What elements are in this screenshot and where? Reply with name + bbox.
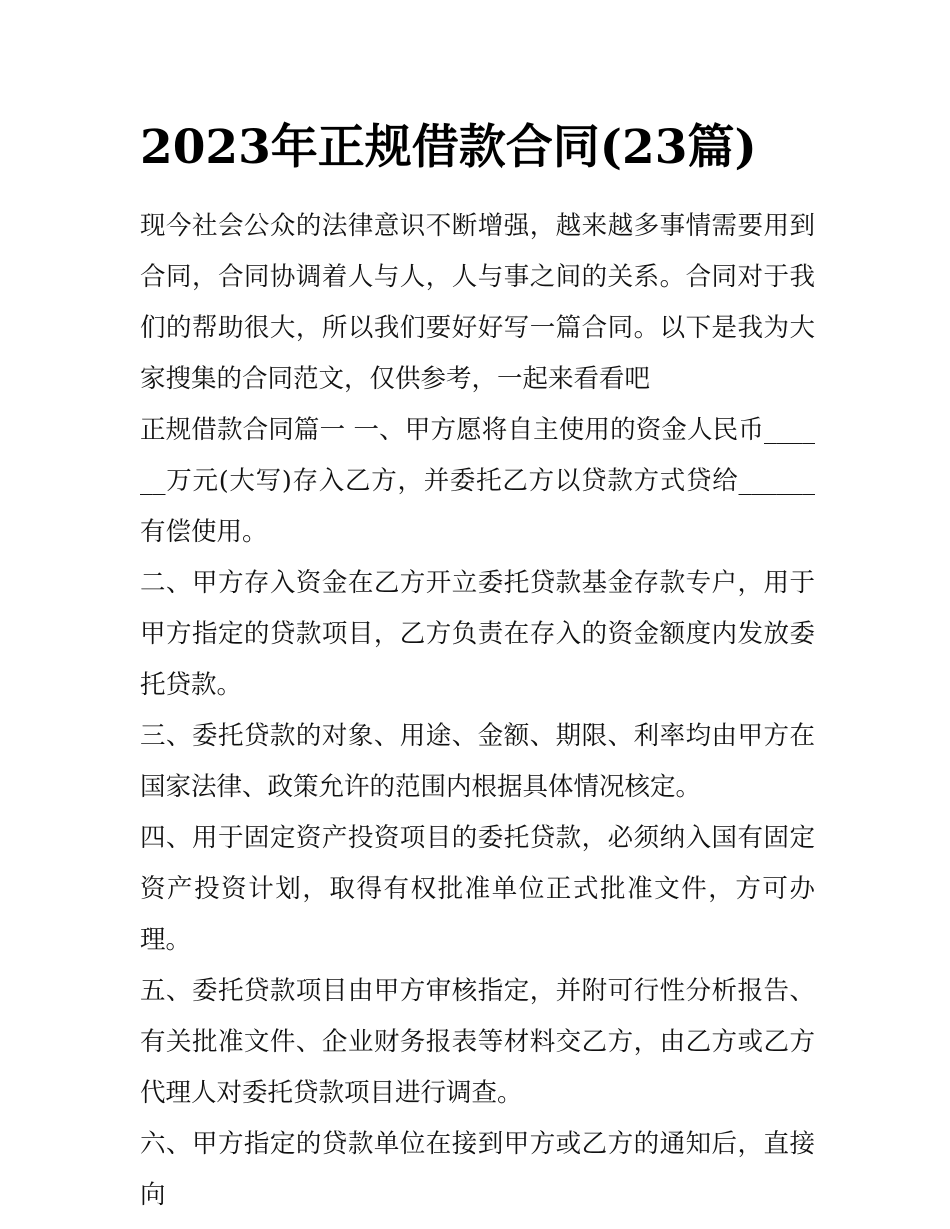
document-title: 2023年正规借款合同(23篇): [140, 120, 757, 175]
clause-2-paragraph: 二、甲方存入资金在乙方开立委托贷款基金存款专户，用于甲方指定的贷款项目，乙方负责在存入的资金额度内发放委托贷款。: [140, 568, 815, 700]
document-body: [140, 201, 815, 1221]
intro-paragraph: 现今社会公众的法律意识不断增强，越来越多事情需要用到合同，合同协调着人与人，人与事之间的关系。合同对于我们的帮助很大，所以我们要好好写一篇合同。以下是我为大家搜集的合同范文，仅供参考，一起来看看吧: [140, 211, 815, 394]
clause-5-paragraph: 五、委托贷款项目由甲方审核指定，并附可行性分析报告、有关批准文件、企业财务报表等材料交乙方，由乙方或乙方代理人对委托贷款项目进行调查。: [140, 976, 815, 1108]
clause-4-paragraph: 四、用于固定资产投资项目的委托贷款，必须纳入国有固定资产投资计划，取得有权批准单位正式批准文件，方可办理。: [140, 823, 815, 955]
clause-3-paragraph: 三、委托贷款的对象、用途、金额、期限、利率均由甲方在国家法律、政策允许的范围内根据具体情况核定。: [140, 721, 815, 802]
clause-6-paragraph: 六、甲方指定的贷款单位在接到甲方或乙方的通知后，直接向: [140, 1129, 815, 1210]
clause-1-paragraph: 正规借款合同篇一 一、甲方愿将自主使用的资金人民币______万元(大写)存入乙方，并委托乙方以贷款方式贷给______有偿使用。: [140, 415, 815, 547]
